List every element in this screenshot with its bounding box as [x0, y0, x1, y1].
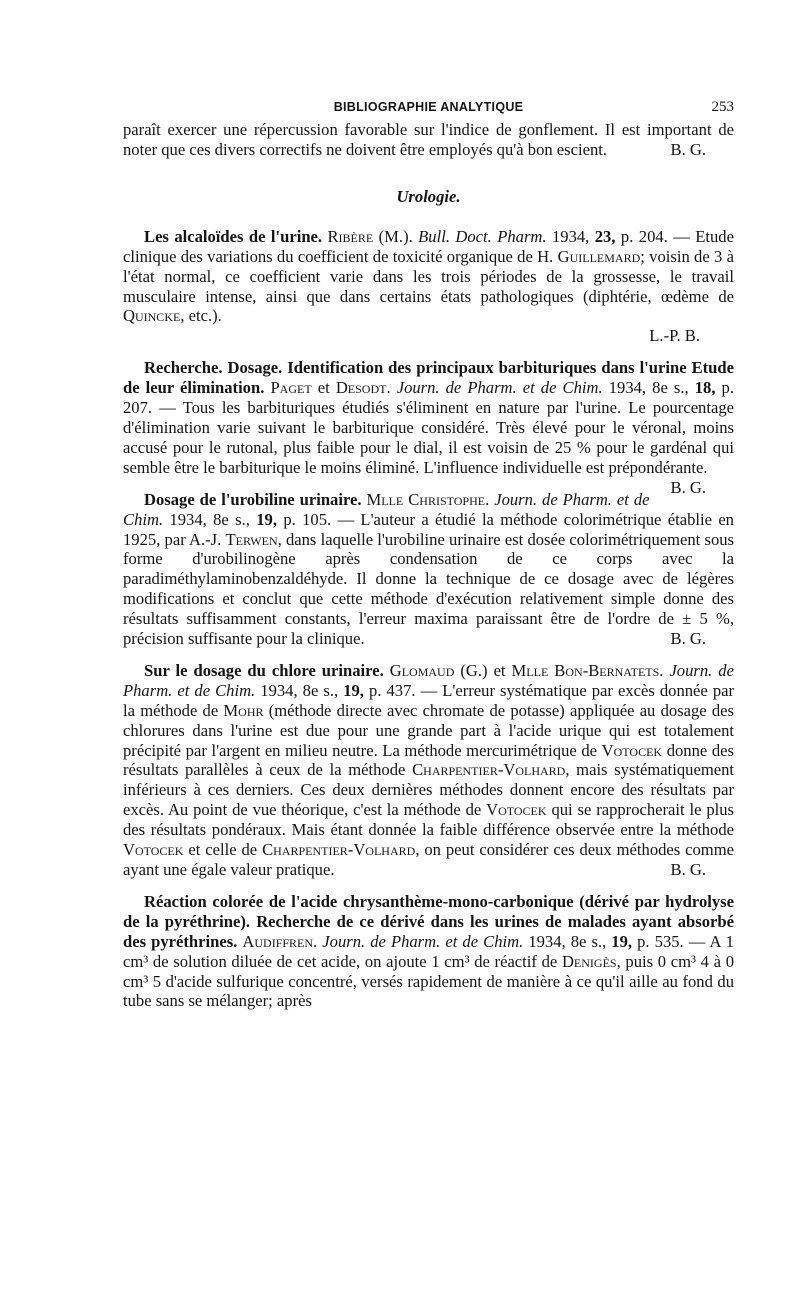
section-heading: Urologie. [396, 186, 461, 206]
entry-body: , puis 0 cm³ 4 à 0 cm³ 5 d'acide sulfurique concentré, versés rapidement de manière à ce qu'il aille au fond du tube sans se mélanger; après [123, 951, 734, 1011]
entry-body: — L'erreur systématique par excès donnée par la méthode de [123, 680, 735, 720]
entry-body: — Tous les barbituriques étudiés s'éliminent en nature par l'urine. Le pourcentage d'élimination varie suivant le barbiturique considéré. Très élevé pour le véronal, moins accusé pour le rutonal, plus faible pour le dial, il est voisin de 25 % pour le gardénal qui semble être le barbiturique le moins éliminé. L'influence individuelle est prépondérante. [123, 398, 734, 477]
entry-body: , dans laquelle l'urobiline urinaire est dosée colorimétriquement sous forme d'urobilinogène après condensation de ce corps avec la paradiméthylaminobenzaldéhyde. Il donne la technique de ce dosage avec de légères modifications et conclut que cette méthode d'exécution relativement simple donne des résultats suffisamment constants, l'erreur maxima paraissant être de l'ordre de ± 5 %, précision suffisante pour la clinique. [123, 529, 734, 649]
entry-author: Paget [270, 378, 312, 398]
entry-year: 1934, [551, 226, 590, 246]
entry-journal: Bull. Doct. Pharm. [418, 226, 547, 246]
entry-title: Sur le dosage du chlore urinaire. [144, 660, 384, 680]
entry-chlore [123, 661, 734, 880]
entry-person-name: Guillemard [557, 246, 641, 266]
entry-body: , mais systématiquement inférieurs à ces derniers. Ces deux dernières méthodes donnent encore des résultats par excès. Au point de vue théorique, c'est la méthode de [123, 760, 735, 820]
entry-title: Dosage de l'urobiline urinaire. [144, 489, 362, 509]
document-page [123, 96, 734, 1011]
entry-page: p. 535. [637, 931, 684, 951]
entry-series: 1934, 8e s., [260, 680, 339, 700]
entry-body: et celle de [188, 840, 258, 860]
intro-paragraph [123, 120, 734, 160]
entry-title: Les alcaloïdes de l'urine. [144, 226, 323, 246]
entry-journal: Journ. de Pharm. et de Chim. [396, 378, 603, 398]
entry-author: Ribère (M.). [327, 226, 413, 246]
entry-body: , etc.). [180, 306, 222, 326]
entry-person-name: Votocek [601, 740, 663, 760]
entry-person-name: Mohr [223, 700, 264, 720]
entry-journal: Journ. de Pharm. et de Chim. [123, 489, 650, 529]
entry-page: p. 105. [283, 509, 332, 529]
entry-author: Audiffren. [242, 931, 318, 951]
entry-person-name: Votocek [486, 800, 547, 820]
entry-body: (méthode directe avec chromate de potasse) appliquée au dosage des chlorures dans l'urine est due pour une grande part à l'acide urique qui est totalement précipité par l'argent en milieu neutre. La méthode mercurimétrique de [123, 700, 734, 760]
entry-body: — A 1 cm³ de solution diluée de cet acide, on ajoute 1 cm³ de réactif de [123, 931, 734, 971]
entry-signature: B. G. [670, 860, 706, 879]
entry-volume: 23, [594, 226, 616, 246]
entry-body: ; voisin de 3 à l'état normal, ce coefficient varie dans les trois périodes de la grossesse, le travail musculaire intense, ainsi que dans certains états pathologiques (diphtérie, œdème de [123, 246, 734, 306]
entry-volume: 19, [611, 931, 633, 951]
entry-journal: Journ. de Pharm. et de Chim. [123, 660, 734, 700]
entry-body: donne des résultats parallèles à ceux de la méthode [123, 740, 734, 780]
intro-signature: B. G. [670, 139, 706, 159]
entry-volume: 18, [694, 378, 716, 398]
entry-author: Mlle Christophe. [366, 489, 490, 509]
entry-page: p. 204. [620, 226, 668, 246]
running-head [123, 96, 734, 120]
entry-author: Glomaud (G.) [389, 660, 488, 680]
entry-signature: L.-P. B. [649, 326, 700, 346]
entry-conjunction: et [493, 660, 506, 680]
entry-series: 1934, 8e s., [169, 509, 250, 529]
entry-chrysanthemique [123, 892, 734, 1011]
entry-volume: 19, [343, 680, 364, 700]
entry-volume: 19, [256, 509, 277, 529]
entry-body: , on peut considérer ces deux méthodes comme ayant une égale valeur pratique. [123, 840, 734, 879]
entry-person-name: Terwen [225, 529, 278, 549]
entry-page: p. 207. [123, 378, 734, 418]
entry-person-name: Votocek [123, 840, 184, 860]
entry-urobiline [123, 490, 734, 649]
entry-body: — L'auteur a étudié la méthode colorimétrique établie en 1925, par A.-J. [123, 509, 734, 549]
entry-person-name: Quincke [123, 306, 181, 326]
entry-person-name: Charpentier-Volhard [262, 840, 416, 860]
entry-body: qui se rapprocherait le plus des résultats pondéraux. Mais étant donnée la faible différence observée entre la méthode [123, 800, 734, 840]
entry-barbituriques [123, 358, 734, 497]
entry-page: p. 437. [369, 680, 416, 700]
page-number: 253 [711, 99, 734, 115]
entry-conjunction: et [317, 378, 330, 398]
entry-journal: Journ. de Pharm. et de Chim. [322, 931, 524, 951]
entry-person-name: Denigès [561, 951, 617, 971]
entry-title: Recherche. Dosage. Identification des principaux barbituriques dans l'urine Etude de leur élimination. [123, 358, 734, 398]
entry-author: Mlle Bon-Bernatets. [511, 660, 664, 680]
entry-body: — Etude clinique des variations du coefficient de toxicité organique de H. [123, 226, 734, 266]
intro-text: paraît exercer une répercussion favorable sur l'indice de gonflement. Il est important de noter que ces divers correctifs ne doivent être employés qu'à bon escient. [123, 120, 734, 159]
entry-person-name: Charpentier-Volhard [412, 760, 566, 780]
entry-series: 1934, 8e s., [528, 931, 607, 951]
entry-title: Réaction colorée de l'acide chrysanthème-mono-carbonique (dérivé par hydrolyse de la pyréthrine). Recherche de ce dérivé dans les urines de malades ayant absorbé des pyréthrines. [123, 891, 734, 951]
entry-alcaloides [123, 227, 734, 346]
entry-series: 1934, 8e s., [608, 378, 689, 398]
entry-author: Desodt. [335, 378, 391, 398]
running-title: BIBLIOGRAPHIE ANALYTIQUE [333, 100, 524, 114]
entry-signature: B. G. [670, 629, 706, 649]
entry-signature: B. G. [670, 477, 706, 497]
